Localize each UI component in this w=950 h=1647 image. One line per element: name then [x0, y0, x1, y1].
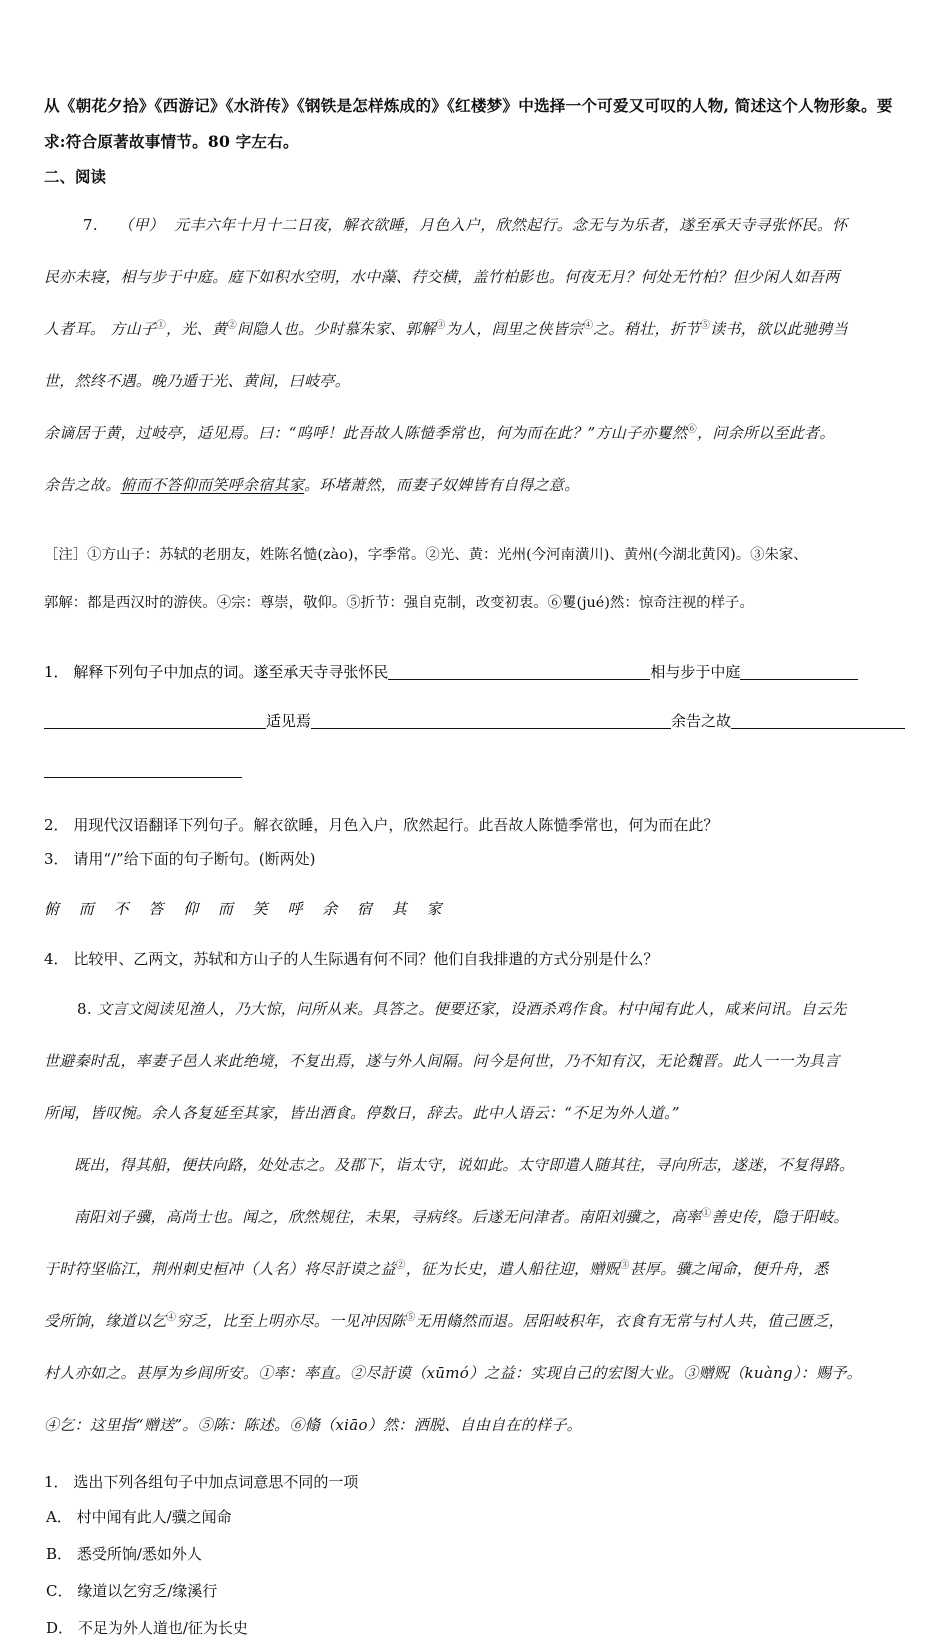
question-7-sub-3 — [44, 842, 908, 876]
passage-b-p3-a: 南阳刘子骥，高尚士也。闻之，欣然规往，未果，寻病终。后遂无问津者。南阳刘骥之，高率 — [74, 1208, 702, 1227]
option-b-text: 悉受所饷/悉如外人 — [76, 1545, 202, 1564]
option-a-text: 村中闻有此人/骥之闻命 — [76, 1508, 232, 1527]
question-7-sub-4 — [44, 942, 908, 976]
writing-prompt — [44, 88, 908, 160]
passage-a-line-5-b: ，问余所以至此者。 — [697, 424, 835, 442]
note-marker-b-2: ② — [395, 1260, 406, 1272]
answer-blank-2-continued[interactable] — [44, 714, 266, 729]
passage-b-p4-b: ，征为长史，遣人船往迎，赠贶 — [405, 1260, 620, 1279]
passage-a-line-3-b: ，光、黄 — [166, 320, 228, 338]
note-marker-b-3: ③ — [619, 1260, 630, 1272]
passage-a-line-4: 世，然终不遇。晚乃遁于光、黄间，曰岐亭。 — [44, 372, 351, 390]
question-7-sub-4-text: 比较甲、乙两文，苏轼和方山子的人生际遇有何不同？他们自我排遣的方式分别是什么？ — [73, 950, 659, 969]
question-7 — [44, 207, 908, 976]
passage-a-line-2: 民亦未寝，相与步于中庭。庭下如积水空明，水中藻、荇交横，盖竹柏影也。何夜无月？何处无竹柏？但少闲人如吾两 — [44, 268, 840, 286]
passage-a-line-5-a: 余谪居于黄，过岐亭，适见焉。曰：“呜呼！此吾故人陈慥季常也，何为而在此？”方山子亦矍然 — [44, 424, 688, 442]
note-marker-1: ① — [156, 320, 166, 331]
option-d[interactable] — [44, 1610, 908, 1647]
question-7-sub-1 — [44, 655, 908, 787]
passage-a-line-3-c: 间隐人也。少时慕朱家、郭解 — [237, 320, 436, 338]
answer-blank-4-continued[interactable] — [44, 763, 242, 778]
option-c-text: 缘道以乞穷乏/缘溪行 — [77, 1582, 218, 1601]
passage-b-p1-line-3: 所闻，皆叹惋。余人各复延至其家，皆出酒食。停数日，辞去。此中人语云：“不足为外人道。” — [44, 1104, 680, 1123]
question-7-notes-line-1: ［注］①方山子：苏轼的老朋友，姓陈名慥(zào)，字季常。②光、黄：光州(今河南潢川)、黄州(今湖北黄冈)。③朱家、 — [44, 547, 808, 564]
question-7-sub-4-number: 4． — [44, 950, 69, 969]
passage-b-p4-a: 于时符坚临江，荆州刺史桓冲（人名）将尽訏谟之益 — [44, 1260, 396, 1279]
writing-prompt-line-1: 从《朝花夕拾》《西游记》《水浒传》《钢铁是怎样炼成的》《红楼梦》中选择一个可爱又可叹的人物, 简述这个人物形象。要 — [44, 96, 893, 115]
passage-b-p1-line-2: 世避秦时乱，率妻子邑人来此绝境，不复出焉，遂与外人间隔。问今是何世，乃不知有汉，无论魏晋。此人一一为具言 — [44, 1052, 840, 1071]
question-7-sub-1-line-1 — [44, 655, 908, 689]
question-8-note-5: ⑤陈：陈述。 — [197, 1416, 290, 1435]
question-7-sub-2 — [44, 808, 908, 842]
question-7-notes — [44, 539, 908, 619]
passage-a-line-6 — [44, 467, 908, 504]
question-7-notes-line-2: 郭解：都是西汉时的游侠。④宗：尊崇，敬仰。⑤折节：强自克制，改变初衷。⑥矍(jué)然：惊奇注视的样子。 — [44, 594, 754, 611]
passage-b-p3-b: 善史传，隐于阳岐。 — [711, 1208, 849, 1227]
note-marker-3: ③ — [435, 320, 446, 331]
question-7-sub-2-text: 用现代汉语翻译下列句子。解衣欲睡，月色入户，欣然起行。此吾故人陈慥季常也，何为而在此？ — [73, 816, 719, 835]
passage-b-p4-c: 甚厚。骥之闻命，便升舟，悉 — [629, 1260, 829, 1279]
question-7-sub-1-stem: 解释下列句子中加点的词。 — [73, 663, 254, 682]
question-8-sub-1-stem: 选出下列各组句子中加点词意思不同的一项 — [73, 1473, 359, 1492]
question-7-number: 7. — [83, 216, 98, 234]
option-d-text: 不足为外人道也/征为长史 — [77, 1619, 248, 1638]
passage-b-p4-line-1 — [44, 1251, 908, 1288]
writing-prompt-line-2: 求:符合原著故事情节。80 字左右。 — [44, 132, 299, 151]
passage-a-marker: （甲） — [118, 216, 165, 234]
question-8-note-3: ③赠贶（kuàng）：赐予。 — [683, 1364, 862, 1383]
note-marker-4: ④ — [583, 320, 594, 331]
question-8-first-line — [44, 991, 908, 1028]
answer-blank-2[interactable] — [740, 665, 858, 680]
passage-b-p4-line-2-b: 穷乏，比至上明亦尽。一见冲因陈 — [176, 1312, 406, 1331]
question-7-sub-1-item-4: 余告之故 — [671, 712, 732, 731]
question-8-notes-line-2 — [44, 1407, 908, 1444]
question-7-sub-3-sentence: 俯 而 不 答 仰 而 笑 呼 余 宿 其 家 — [44, 900, 449, 919]
question-7-sub-1-line-3 — [44, 753, 908, 787]
question-8-sub-1-number: 1． — [44, 1473, 69, 1492]
note-marker-5: ⑤ — [700, 320, 711, 331]
option-d-letter: D． — [46, 1619, 74, 1638]
option-a-letter: A． — [46, 1508, 72, 1527]
question-7-sub-3-text: 请用“/”给下面的句子断句。(断两处) — [73, 850, 316, 869]
question-8-options — [44, 1499, 908, 1647]
spacer — [44, 519, 908, 525]
passage-a-line-3-a: 方山子 — [110, 320, 157, 338]
note-marker-2: ② — [227, 320, 238, 331]
option-c[interactable] — [44, 1573, 908, 1610]
note-marker-b-4: ④ — [166, 1312, 177, 1324]
passage-a-line-5 — [44, 415, 908, 452]
question-7-sub-1-number: 1． — [44, 663, 69, 682]
option-b[interactable] — [44, 1536, 908, 1573]
answer-blank-4[interactable] — [731, 714, 905, 729]
passage-b-p1-line-1: 见渔人，乃大惊，问所从来。具答之。便要还家，设酒杀鸡作食。村中闻有此人，咸来问讯。自云先 — [173, 1000, 847, 1019]
section-heading-reading: 二、阅读 — [44, 168, 106, 186]
passage-a-underlined-sentence: 俯而不答仰而笑呼余宿其家 — [120, 476, 305, 494]
passage-a-line-3-f: 读书，欲以此驰骋当 — [710, 320, 848, 338]
passage-b-p2: 既出，得其船，便扶向路，处处志之。及郡下，诣太守，说如此。太守即遣人随其往，寻向所志，遂迷，不复得路。 — [74, 1156, 855, 1175]
passage-b-p4-line-2-a: 受所饷，缘道以乞 — [44, 1312, 167, 1331]
question-8-note-4: ④乞：这里指“赠送”。 — [44, 1416, 198, 1435]
passage-a-line-3-d: 为人，闾里之侠皆宗 — [445, 320, 584, 338]
option-b-letter: B． — [46, 1545, 73, 1564]
passage-b-p4-line-2 — [44, 1303, 908, 1340]
question-7-sub-1-item-1: 遂至承天寺寻张怀民 — [253, 663, 389, 682]
question-8-lead: 文言文阅读 — [97, 1000, 174, 1019]
passage-b-p3 — [44, 1199, 908, 1236]
spacer — [44, 634, 908, 640]
question-7-sub-3-number: 3． — [44, 850, 69, 869]
passage-a-line-6-b: 。环堵萧然，而妻子奴婢皆有自得之意。 — [304, 476, 580, 494]
question-7-sub-1-item-2: 相与步于中庭 — [650, 663, 741, 682]
question-8-note-1: ①率：率直。 — [258, 1364, 351, 1383]
option-c-letter: C． — [46, 1582, 73, 1601]
passage-a-line-3-prefix: 人者耳。 — [44, 320, 106, 338]
question-7-sub-1-item-3: 适见焉 — [266, 712, 312, 731]
question-7-sub-1-line-2 — [44, 704, 908, 738]
note-marker-b-1: ① — [701, 1208, 712, 1220]
passage-b-p4-line-3 — [44, 1355, 908, 1392]
question-7-sub-2-number: 2． — [44, 816, 69, 835]
question-7-first-line — [44, 207, 908, 244]
answer-blank-1[interactable] — [388, 665, 650, 680]
note-marker-6: ⑥ — [687, 424, 698, 435]
question-8-sub-1 — [44, 1465, 908, 1499]
question-8-note-2: ②尽訏谟（xūmó）之益：实现自己的宏图大业。 — [350, 1364, 684, 1383]
passage-a-line-1: 元丰六年十月十二日夜，解衣欲睡，月色入户，欣然起行。念无与为乐者，遂至承天寺寻张怀民。怀 — [174, 216, 848, 234]
passage-a-line-6-a: 余告之故。 — [44, 476, 121, 494]
answer-blank-3[interactable] — [311, 714, 671, 729]
question-8 — [44, 991, 908, 1647]
question-8-number: 8. — [77, 1000, 92, 1019]
passage-b-p4-line-2-c: 无用翛然而退。居阳岐积年，衣食有无常与村人共，值己匮乏， — [415, 1312, 844, 1331]
passage-a-line-3 — [44, 311, 908, 348]
passage-a-line-3-e: 之。稍壮，折节 — [593, 320, 701, 338]
passage-b-p4-line-3-text: 村人亦如之。甚厚为乡闾所安。 — [44, 1364, 259, 1383]
note-marker-b-5: ⑤ — [405, 1312, 416, 1324]
question-8-note-6: ⑥翛（xiāo）然：洒脱、自由自在的样子。 — [289, 1416, 582, 1435]
option-a[interactable] — [44, 1499, 908, 1536]
